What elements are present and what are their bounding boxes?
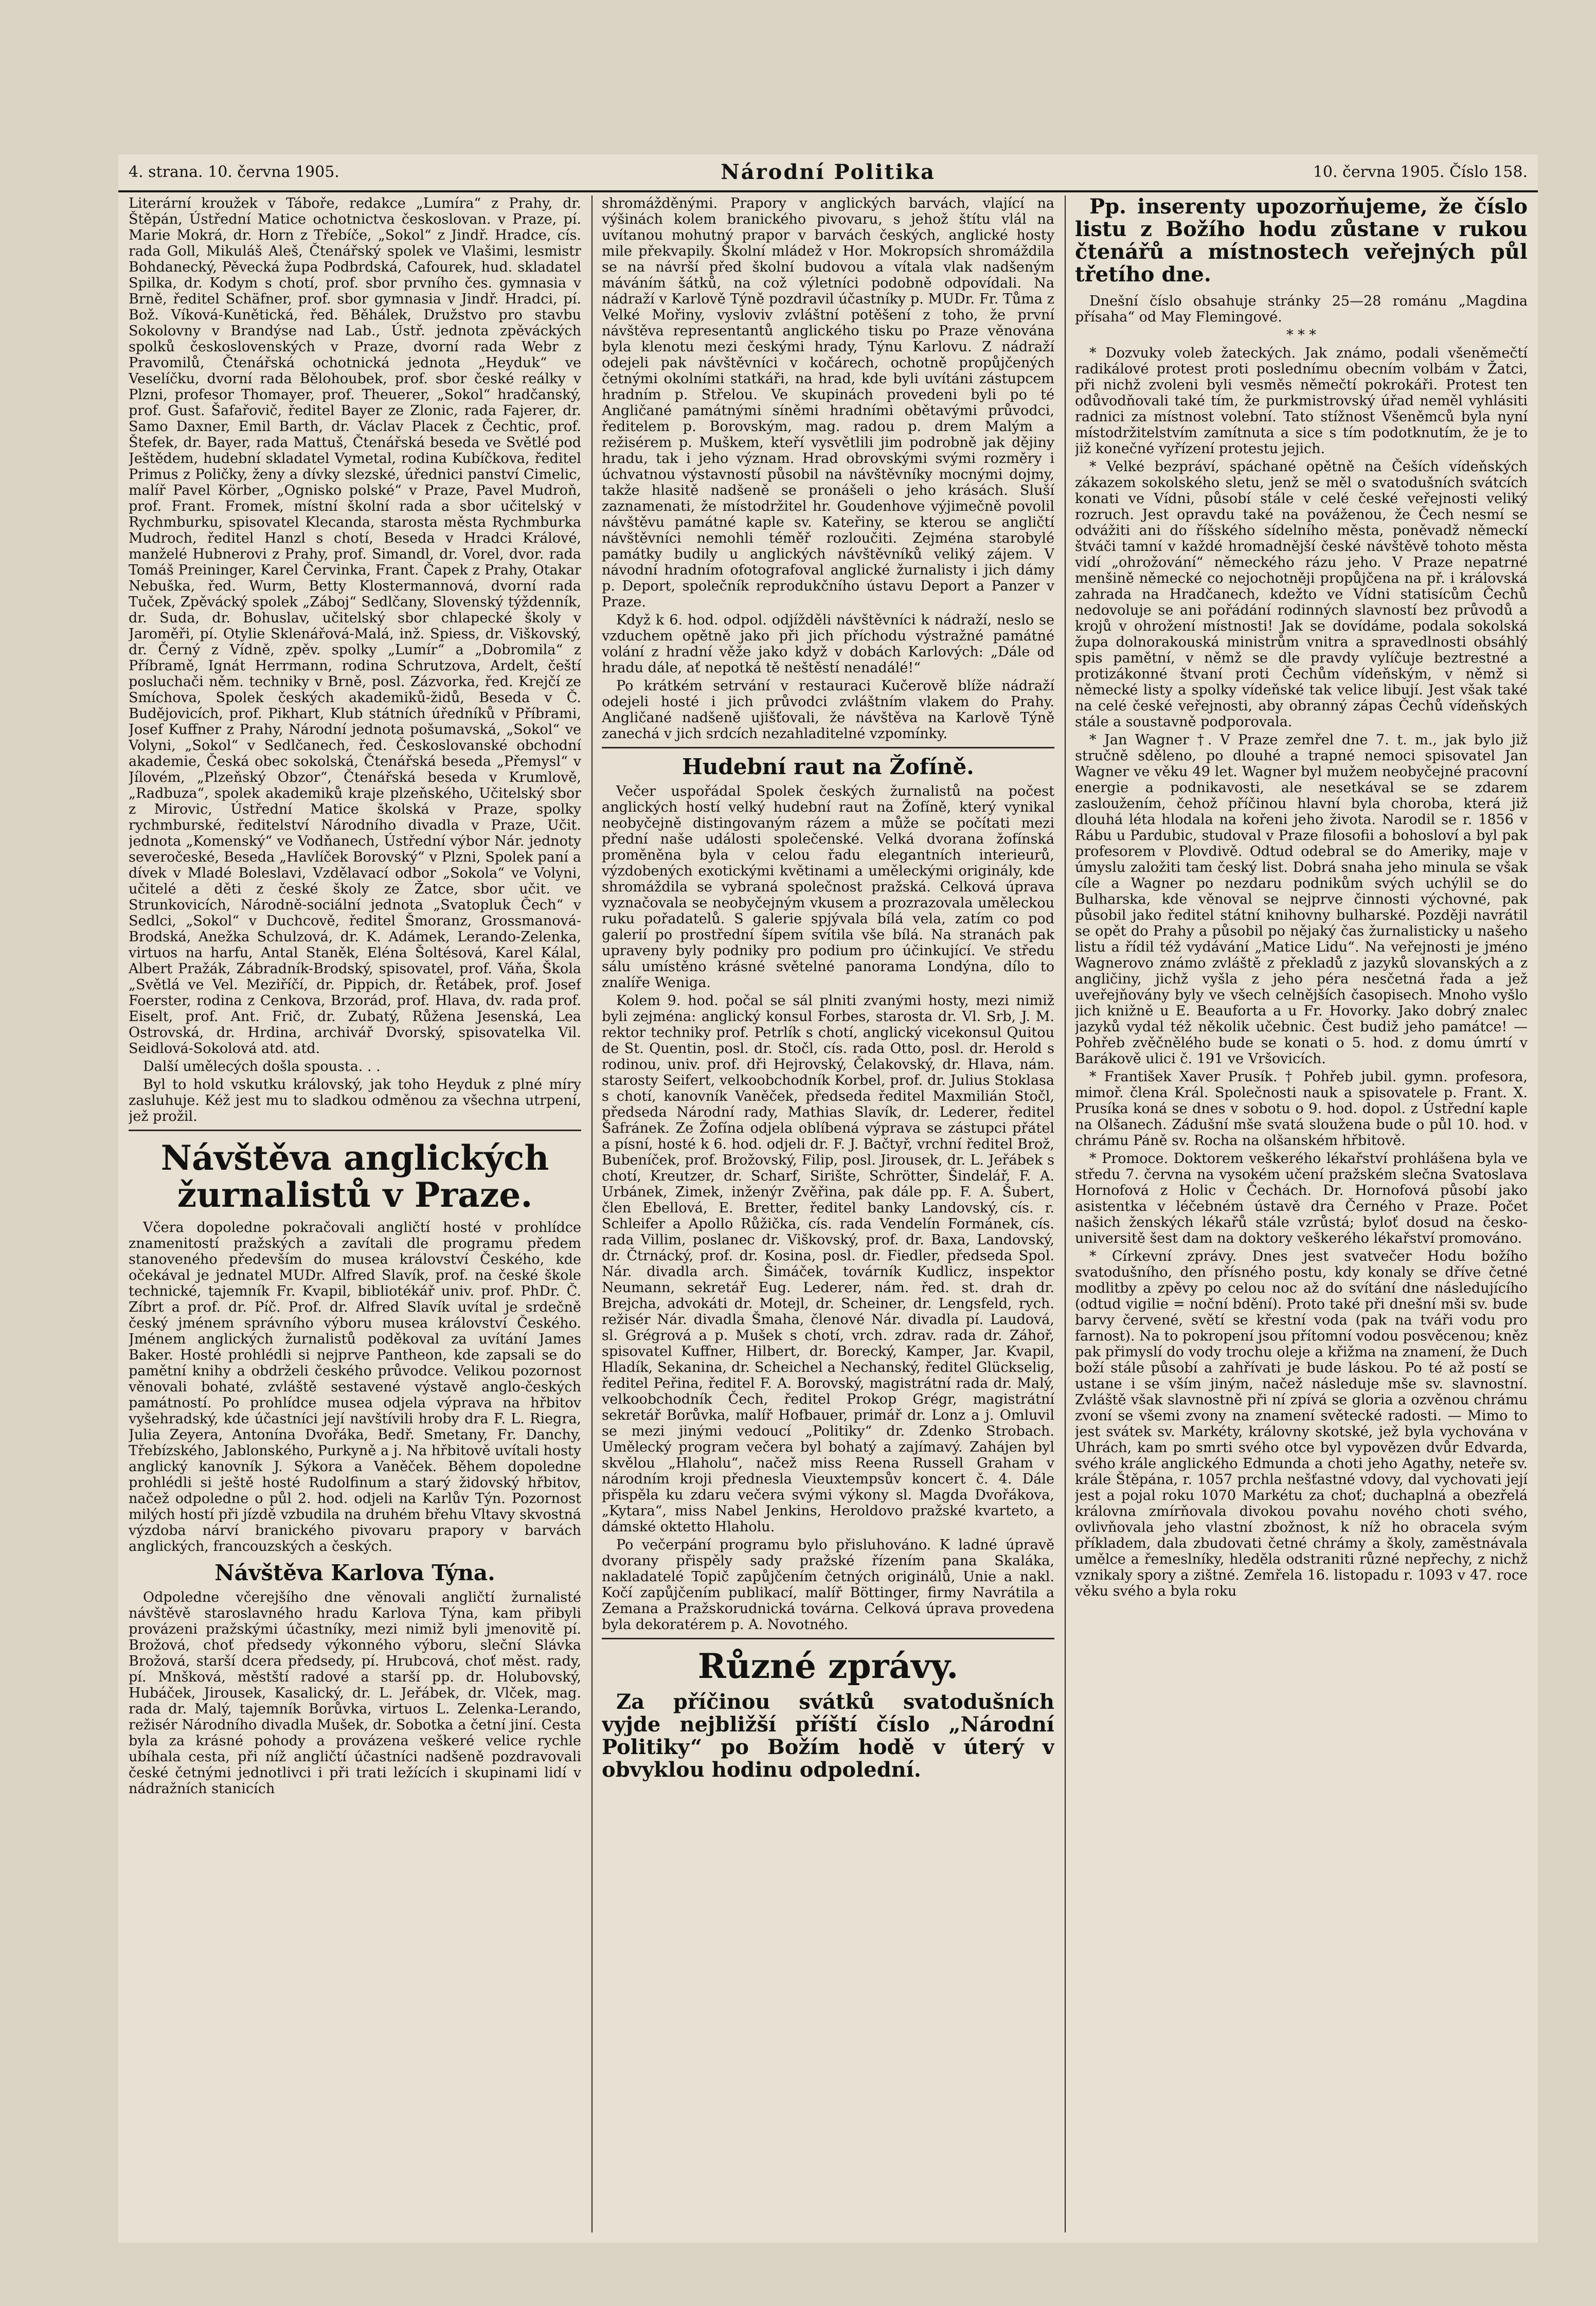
header-issue-right: 10. června 1905. Číslo 158. <box>1313 163 1528 181</box>
page-header <box>118 154 1538 192</box>
news-item-church: * Církevní zprávy. Dnes jest svatvečer Hodu božího svatodušního, den přísného postu, kdy konaly se dříve četné modlitby a zpěvy po celou noc až do svítání dne následujícího (odtud vigilie = noční bdění). Proto také při dnešní mši sv. bude barvy červené, světí se křestní voda (pak na tváři vodu pro farnost). Na to pokropení jsou přítomní vodou posvěcenou; kněz pak přimyslí do vody trochu oleje a křižma na znamení, že Duch boží stále působí a zahřívati je bude láskou. Po té až postí se ustane i se vším jiným, načež následuje mše sv. slavnostní. Zvláště však slavnostně při ní zpívá se gloria a ozvěnou chrámu zvoní se všemi zvony na znamení světecké radosti. — Mimo to jest svátek sv. Markéty, královny skotské, jež byla vychována v Uhrách, kam po smrti svého otce byl vypovězen dvůr Edvarda, svého krále anglického Edmunda a choti jeho Agathy, neteře sv. krále Štěpána, r. 1057 prchla nešťastné vdovy, dal vychovati její jest a pojal roku 1070 Markétu za choť; duchaplná a obezřelá královna zmírňovala divokou povahu nového choti svého, ovlivňovala jeho vlastní zbožnost, k níž ho obracela svým příkladem, dala zbudovati četné chrámy a školy, zaměstnávala umělce a řemeslníky, hleděla odstraniti různé nepřechy, z nichž vznikaly spory a zištné. Zemřela 16. listopadu r. 1093 v 47. roce věku svého a byla roku <box>1075 1248 1528 1599</box>
news-item-vienna: * Velké bezpráví, spáchané opětně na Češích vídeňských zákazem sokolského sletu, jenž se měl o svatodušních svátcích konati ve Vídni, působí stále v celé české veřejnosti veliký rozruch. Jest opravdu také na pováženou, že Čech nesmí se odvážiti ani do říšského sídelního města, poněvadž německí štváči tamní v každé hromadnější české návštěvě tohoto města vidí „ohrožování“ německého rázu jeho. V Praze nepatrné menšině německé co nejochotněji propůjčena na př. i královská zahrada na Hradčanech, kdežto ve Vídni statisícům Čechů nedovoluje se ani pořádání rodinných slavností bez průvodů a krojů v ohrožení místnosti! Jak se dovídáme, podala sokolská župa dolnorakouská ministrům vnitra a spravedlnosti obsáhlý spis pamětní, v němž se dle pravdy vylíčuje beztrestné a protizákonné štvaní proti Čechům vídeňským, v němž si německé listy a spolky vídeňské tak velice libují. Jest však také na celé české veřejnosti, aby obranný zápas Čechů vídeňských stále a soustavně podporovala. <box>1075 459 1528 730</box>
congratulations-list: Literární kroužek v Táboře, redakce „Lumíra“ z Prahy, dr. Štěpán, Ústřední Matice ochotnictva českoslovan. v Praze, pí. Marie Mokrá, dr. Horn z Třebíče, „Sokol“ z Jindř. Hradce, cís. rada Goll, Mikuláš Aleš, Čtenářský spolek ve Vlašimi, lesmistr Bohdanecký, Pěvecká župa Podbrdská, Cafourek, hud. skladatel Spilka, dr. Kodym s chotí, prof. sbor prvního čes. gymnasia v Brně, ředitel Schäfner, prof. sbor gymnasia v Jindř. Hradci, pí. Bož. Víková-Kunětická, řed. Běhálek, Družstvo pro stavbu Sokolovny v Brandýse nad Lab., Ústř. jednota zpěváckých spolků československých v Praze, dvorní rada Webr z Pravomilů, Čtenářská ochotnická jednota „Heyduk“ ve Veselíčku, dvorní rada Bělohoubek, prof. sbor české reálky v Plzni, profesor Thomayer, prof. Theuerer, „Sokol“ hradčanský, prof. Gust. Šafařovič, ředitel Bayer ze Zlonic, rada Fajerer, dr. Samo Daxner, Emil Barth, dr. Václav Placek z Čechtic, prof. Štefek, dr. Bayer, rada Mattuš, Čtenářská beseda ve Světlé pod Ještědem, hudební skladatel Vymetal, rodina Kubíčkova, ředitel Primus z Poličky, ženy a dívky slezské, úřednici panství Cimelic, malíř Pavel Körber, „Ognisko polské“ v Praze, Pavel Mudroň, prof. Frant. Fromek, místní školní rada a sbor učitelský v Rychmburku, spisovatel Klecanda, starosta města Rychmburka Mudroch, ředitel Hanzl s chotí, Beseda v Hradci Králové, manželé Hubnerovi z Prahy, prof. Simandl, dr. Vorel, dvor. rada Tomáš Preininger, Karel Červinka, Frant. Čapek z Prahy, Otakar Nebuška, řed. Wurm, Betty Klostermannová, dvorní rada Tuček, Zpěvácký spolek „Záboj“ Sedlčany, Slovenský týždenník, dr. Suda, dr. Bohuslav, učitelský sbor chlapecké školy v Jaroměři, pí. Otylie Sklenářová-Malá, inž. Spiess, dr. Viškovský, dr. Černý z Vídně, zpěv. spolky „Lumír“ a „Dobromila“ z Příbramě, Ignát Herrmann, rodina Schrutzova, Ardelt, čeští posluchači něm. techniky v Brně, posl. Zázvorka, řed. Krejčí ze Smíchova, Spolek českých akademiků-židů, Beseda v Č. Budějovicích, prof. Pikhart, Klub státních úředníků v Příbrami, Josef Kuffner z Prahy, Národní jednota pošumavská, „Sokol“ ve Volyni, „Sokol“ v Sedlčanech, řed. Českoslovanské obchodní akademie, Česká obec sokolská, Čtenářská beseda „Přemysl“ v Jílovém, „Plzeňský Obzor“, Čtenářská beseda v Krumlově, „Radbuza“, spolek akademiků kraje plzeňského, Učitelský sbor z Mirovic, Ústřední Matice školská v Praze, spolky rychmburské, ředitelství Národního divadla v Praze, Učit. jednota „Komenský“ ve Vodňanech, Ústřední výbor Nár. jednoty severočeské, Beseda „Havlíček Borovský“ v Plzni, Spolek paní a dívek v Mladé Boleslavi, Vzdělavací odbor „Sokola“ ve Volyni, učitelé a děti z české školy ze Žatce, sbor učit. ve Strunkovicích, Národně-sociální jednota „Svatopluk Čech“ v Sedlci, „Sokol“ v Duchcově, ředitel Šmoranz, Grossmanová-Brodská, Anežka Schulzová, dr. K. Adámek, Lerando-Zelenka, virtuos na harfu, Antal Staněk, Eléna Šoltésová, Karel Kálal, Albert Pražák, Zábradník-Brodský, spisovatel, prof. Váňa, Škola „Světlá ve Vel. Meziříčí, dr. Pippich, dr. Řetábek, prof. Josef Foerster, rodina z Cenkova, Brzorád, prof. Hlava, dv. rada prof. Eiselt, prof. Ant. Frič, dr. Zubatý, Růžena Jesenská, Lea Ostrovská, dr. Hrdina, archivář Dvorský, spisovatelka Vil. Seidlová-Sokolová atd. atd. <box>129 195 581 1057</box>
column-1 <box>129 195 581 2232</box>
masthead-title: Národní Politika <box>721 160 936 184</box>
column-rule-2 <box>1065 195 1066 2232</box>
news-item-wagner: * Jan Wagner †. V Praze zemřel dne 7. t. m., jak bylo již stručně sděleno, po dlouhé a trapné nemoci spisovatel Jan Wagner ve věku 49 let. Wagner byl mužem neobyčejné pracovní energie a podnikavosti, ale nesetkával se se zdarem zasloužením, čehož příčinou hlavní byla choroba, která již dlouhá léta hlodala na kořeni jeho života. Narodil se r. 1856 v Rábu u Pardubic, studoval v Praze filosofii a bohosloví a byl pak profesorem v Plovdivě. Odtud odebral se do Ameriky, maje v úmyslu založiti tam český list. Dobrá snaha jeho minula se však cíle a Wagner po nezdaru podnikům svých uchýlil se do Bulharska, kde věnoval se nejprve činnosti výchovné, pak působil jako ředitel státní knihovny bulharské. Později navrátil se opět do Prahy a působil po nějaký čas žurnalisticky u našeho listu a řídil též vydávání „Matice Lidu“. Na veřejnosti je jméno Wagnerovo známo zvláště z překladů z jazyků slovanských a z angličiny, jichž vyšla z jeho péra nesčetná řada a jež uveřejňovány byly ve všech celnějších časopisech. Mnoho vyšlo jich knižně u E. Beauforta a u Fr. Hovorky. Jako dobrý znalec jazyků vydal též několik učebnic. Čest budiž jeho památce! — Pohřeb zvěčnělého bude se konati o 5. hod. z domu úmrtí v Barákově ulici č. 191 ve Vršovicích. <box>1075 732 1528 1067</box>
divider <box>602 747 1054 748</box>
news-item-prusik: * František Xaver Prusík. † Pohřeb jubil. gymn. profesora, mimoř. člena Král. Společnosti nauk a spisovatele p. Frant. X. Prusíka koná se dnes v sobotu o 9. hod. dopol. z Ústřední kaple na Olšanech. Zádušní mše svatá sloužena bude o půl 10. hod. v chrámu Páně sv. Rocha na olšanském hřbitově. <box>1075 1069 1528 1149</box>
paragraph: Odpoledne včerejšího dne věnovali angličtí žurnalisté návštěvě staroslavného hradu Karlova Týna, kam přibyli provázeni pražskými účastníky, mezi nimiž byli jmenovitě pí. Brožová, choť předsedy výkonného výboru, sleční Slávka Brožová, starší dcera předsedy, pí. Hrubcová, choť měst. rady, pí. Mnšková, městští radové a starší pp. dr. Holubovský, Hubáček, Jirousek, Kasalický, dr. L. Jeřábek, dr. Vlček, mag. rada dr. Malý, tajemník Borůvka, virtuos L. Zelenka-Lerando, režisér Národního divadla Mušek, dr. Sobotka a četní jiní. Cesta byla za krásné pohody a provázena veškeré velice rychle ubíhala cesta, při níž angličtí účastníci nadšeně pozdravovali české četnými jednotlivci i při trati ležících i skupinami lidí v nádražních stanicích <box>129 1589 581 1797</box>
subheadline-karlstejn: Návštěva Karlova Týna. <box>214 1560 495 1585</box>
paragraph: Kolem 9. hod. počal se sál plniti zvanými hosty, mezi nimiž byli zejména: anglický konsul Forbes, starosta dr. Vl. Srb, J. M. rektor techniky prof. Petrlík s chotí, anglický vicekonsul Quitou de St. Quentin, posl. dr. Stočl, cís. rada Otto, posl. dr. Herold s rodinou, univ. prof. dři Hejrovský, Čelakovský, dr. Hlava, nám. starosty Seifert, velkoobchodník Korbel, prof. dr. Julius Stoklasa s chotí, kanovník Vaněček, předseda ředitel Maxmilián Stočl, předseda Národní rady, Mathias Slavík, dr. Lederer, ředitel Šafránek. Ze Žofína odjela oblíbená výprava se zástupci přátel a písní, hosté k 6. hod. odjeli dr. F. J. Bačtyř, vrchní ředitel Brož, Bubeníček, prof. Brožovský, Filip, posl. Jirousek, dr. L. Jeřábek s chotí, Kreutzer, dr. Scharf, Sirište, Schrötter, Šindelář, F. A. Urbánek, Zimek, inženýr Zvěřina, pak dále pp. F. A. Šubert, člen Ebellová, E. Bretter, ředitel banky Landovský, cís. r. Schleifer a Apollo Růžička, cís. rada Vendelín Formánek, cís. rada Villim, poslanec dr. Viškovský, prof. dr. Baxa, Landovský, dr. Čtrnácký, prof. dr. Kosina, posl. dr. Fiedler, předseda Spol. Nár. divadla arch. Šimáček, továrník Kudlicz, inspektor Neumann, sekretář Eug. Lederer, nám. řed. st. drah dr. Brejcha, advokáti dr. Motejl, dr. Scheiner, dr. Lengsfeld, rych. režisér Nár. divadla Šmaha, členové Nár. divadla pí. Laudová, sl. Grégrová a p. Mušek s chotí, vrch. zdrav. rada dr. Záhoř, spisovatel Kuffner, Hilbert, dr. Borecký, Kamper, Jar. Kvapil, Hladík, Sekanina, dr. Scheichel a Nechanský, ředitel Glückselig, ředitel Peřina, ředitel F. A. Borovský, magistrátní rada dr. Malý, velkoobchodník Čech, ředitel Prokop Grégr, magistrátní sekretář Borůvka, malíř Hofbauer, primář dr. Lonz a j. Omluvil se mezi jinými vedoucí „Politiky“ dr. Zdenko Strobach. Umělecký program večera byl bohatý a zajímavý. Zahájen byl skvělou „Hlaholu“, načež miss Reena Russell Graham v národním kroji přednesla Vieuxtempsův koncert č. 4. Dále přispěla ku zdaru večera svými výkony sl. Magda Dvořákova, „Kytara“, miss Nabel Jenkins, Heroldovo pražské kvarteto, a dámské oktetto Hlaholu. <box>602 993 1054 1535</box>
stars-divider: * * * <box>1286 327 1316 343</box>
paragraph: Dnešní číslo obsahuje stránky 25—28 románu „Magdina přísaha“ od May Flemingové. <box>1075 293 1528 325</box>
paragraph: Byl to hold vskutku královský, jak toho Heyduk z plné míry zasluhuje. Kéž jest mu to sladkou odměnou za všechna utrpení, jež prožil. <box>129 1077 581 1124</box>
article-headline-raut: Hudební raut na Žofíně. <box>682 754 974 779</box>
holiday-notice: Za příčinou svátků svatodušních vyjde nejbližší příští číslo „Národní Politiky“ po Božím hodě v úterý v obvyklou hodinu odpolední. <box>602 1690 1054 1782</box>
column-rule-1 <box>591 195 593 2232</box>
news-item-zatec: * Dozvuky voleb žateckých. Jak známo, podali všeněmečtí radikálové protest proti poslednímu obecním volbám v Žatci, při nichž zvoleni byli vesměs němečtí pokrokáři. Protest ten odůvodňovali také tím, že purkmistrovský úřad neměl vyhlásiti radnici za místnost volební. Tato stížnost Všeněmců byla nyní místodržitelstvím zamítnuta a sice s tím podotknutím, že je to již konečné vyřízení protestu jejich. <box>1075 345 1528 457</box>
newspaper-page <box>118 154 1538 2243</box>
advertisers-notice: Pp. inserenty upozorňujeme, že číslo listu z Božího hodu zůstane v rukou čtenářů a místnostech veřejných půl třetího dne. <box>1075 195 1528 287</box>
article-headline-journalists: Návštěva anglických žurnalistů v Praze. <box>160 1138 549 1215</box>
divider <box>129 1130 581 1131</box>
paragraph: shromážděnými. Prapory v anglických barvách, vlající na výšinách kolem branického pivovaru, s jehož štítu vlál na uvítanou mohutný prapor v barvách českých, anglické hosty mile překvapily. Školní mládež v Hor. Mokropsích shromáždila se na návrší před školní budovou a vítala vlak nadšeným máváním šátků, na což výletníci podobně odpovídali. Na nádraží v Karlově Týně pozdravil účastníky p. MUDr. Fr. Tůma z Velké Mořiny, vysloviv zvláštní potěšení z toho, že první návštěva representantů anglického tisku po Praze věnována byla klenotu mezi českými hrady, Týnu Karlovu. Z nádraží odejeli pak návštěvníci v kočárech, ochotně propůjčených četnými okolními statkáři, na hrad, kde byli uvítáni zástupcem hradním p. Střelou. Ve skupinách provedeni byli po té Angličané památnými síněmi hradními obětavými průvodci, ředitelem p. Borovským, mag. radou p. drem Malým a režisérem p. Muškem, kteří vysvětlili jim podrobně jak dějiny hradu, tak i jeho význam. Hrad obrovskými svými rozměry i úchvatnou výstavností působil na návštěvníky mocnými dojmy, takže hlasitě nadšeně se pronášeli o jeho krásách. Sluší zaznamenati, že místodržitel hr. Goudenhove výjimečně povolil návštěvu památné kaple sv. Kateřiny, se kterou se angličtí návštěvníci nemohli téměř rozloučiti. Zejména starobylé památky budily u anglických návštěvníků veliký zájem. V návodní hradním ofotografoval anglické žurnalisty i jich dámy p. Deport, společník reprodukčního ústavu Deport a Panzer v Praze. <box>602 195 1054 610</box>
column-3 <box>1075 195 1528 2232</box>
paragraph: Včera dopoledne pokračovali angličtí hosté v prohlídce znamenitostí pražských a zavítali dle programu předem stanoveného především do musea království Českého, kde očekával je jednatel MUDr. Alfred Slavík, prof. na české škole technické, tajemník Fr. Kvapil, bibliotékář univ. prof. PhDr. Č. Zíbrt a prof. dr. Píč. Prof. dr. Alfred Slavík uvítal je srdečně český jménem správního výboru musea království Českého. Jménem anglických žurnalistů poděkoval za uvítání James Baker. Hosté prohlédli si nejprve Pantheon, kde zapsali se do pamětní knihy a obdrželi českého průvodce. Velikou pozornost věnovali bohaté, zvláště sestavené výstavě anglo-českých památností. Po prohlídce musea odjela výprava na hřbitov vyšehradský, kde účastníci její navštívili hroby dra F. L. Riegra, Julia Zeyera, Antonína Dvořáka, Bedř. Smetany, Fr. Danchy, Třebízského, Jablonského, Purkyně a j. Na hřbitově uvítali hosty anglický kanovník J. Sýkora a Vaněček. Během dopoledne prohlédli si ještě hosté Rudolfinum a starý židovský hřbitov, načež odpoledne o půl 2. hod. odjeli na Karlův Týn. Pozornost milých hostí při jízdě vzbudila na druhém břehu Vltavy skvostná výzdoba nárví branického pivovaru prapory v barvách anglických, francouzských a českých. <box>129 1220 581 1554</box>
paragraph: Po večerpání programu bylo přisluhováno. K ladné úpravě dvorany přispěly sady pražské řízením pana Skaláka, nakladatelé Topič zapůjčením četných originálů, Unie a nakl. Kočí zapůjčením publikací, malíř Böttinger, firmy Navrátila a Zemana a Pražskorudnická továrna. Celková úprava provedena byla dekoratérem p. A. Novotného. <box>602 1537 1054 1633</box>
column-2 <box>602 195 1054 2232</box>
section-headline-news: Různé zprávy. <box>697 1646 959 1686</box>
paragraph: Večer uspořádal Spolek českých žurnalistů na počest anglických hostí velký hudební raut na Žofíně, který vynikal neobyčejně distingovaným rázem a může se počítati mezi přední naše události společenské. Velká dvorana žofínská proměněna byla v celou řadu elegantních interieurů, výzdobených exotickými květinami a uměleckými originály, kde shromáždila se vybraná společnost pražská. Celková úprava vyznačovala se neobyčejným vkusem a prozrazovala uměleckou ruku pořadatelů. S galerie spjývala bílá vela, zatím co pod galerií po prostřední šípem svítila vše bílá. Na stranách pak upraveny byly podniky pro podium pro účinkující. Ve středu sálu umístěno krásné světelné panorama Londýna, dílo to znalíře Weniga. <box>602 783 1054 991</box>
paragraph: Další umělecých došla spousta. . . <box>143 1059 381 1075</box>
paragraph: Po krátkém setrvání v restauraci Kučerově blíže nádraží odejeli hosté i jich průvodci zvláštním vlakem do Prahy. Angličané nadšeně ujišťovali, že návštěva na Karlově Týně zanechá v jich srdcích nezahladitelné vzpomínky. <box>602 678 1054 742</box>
header-date-left: 4. strana. 10. června 1905. <box>129 163 339 181</box>
paragraph: Když k 6. hod. odpol. odjížděli návštěvníci k nádraží, neslo se vzduchem opětně jako při jich příchodu výstražné památné volání z hradní věže jako když v dobách Karlových: „Dále od hradu dále, ať nepotká tě neštěstí nenadálé!“ <box>602 612 1054 676</box>
news-item-promotion: * Promoce. Doktorem veškerého lékařství prohlášena byla ve středu 7. června na vysokém učení pražském slečna Svatoslava Hornofová z Holic v Čechách. Dr. Hornofová působí jako asistentka v léčebném ústavě dra Černého v Praze. Počet našich ženských lékařů stále vzrůstá; byloť dosud na česko-universitě šest dam na doktory veškerého lékařství promováno. <box>1075 1151 1528 1246</box>
divider <box>602 1638 1054 1639</box>
